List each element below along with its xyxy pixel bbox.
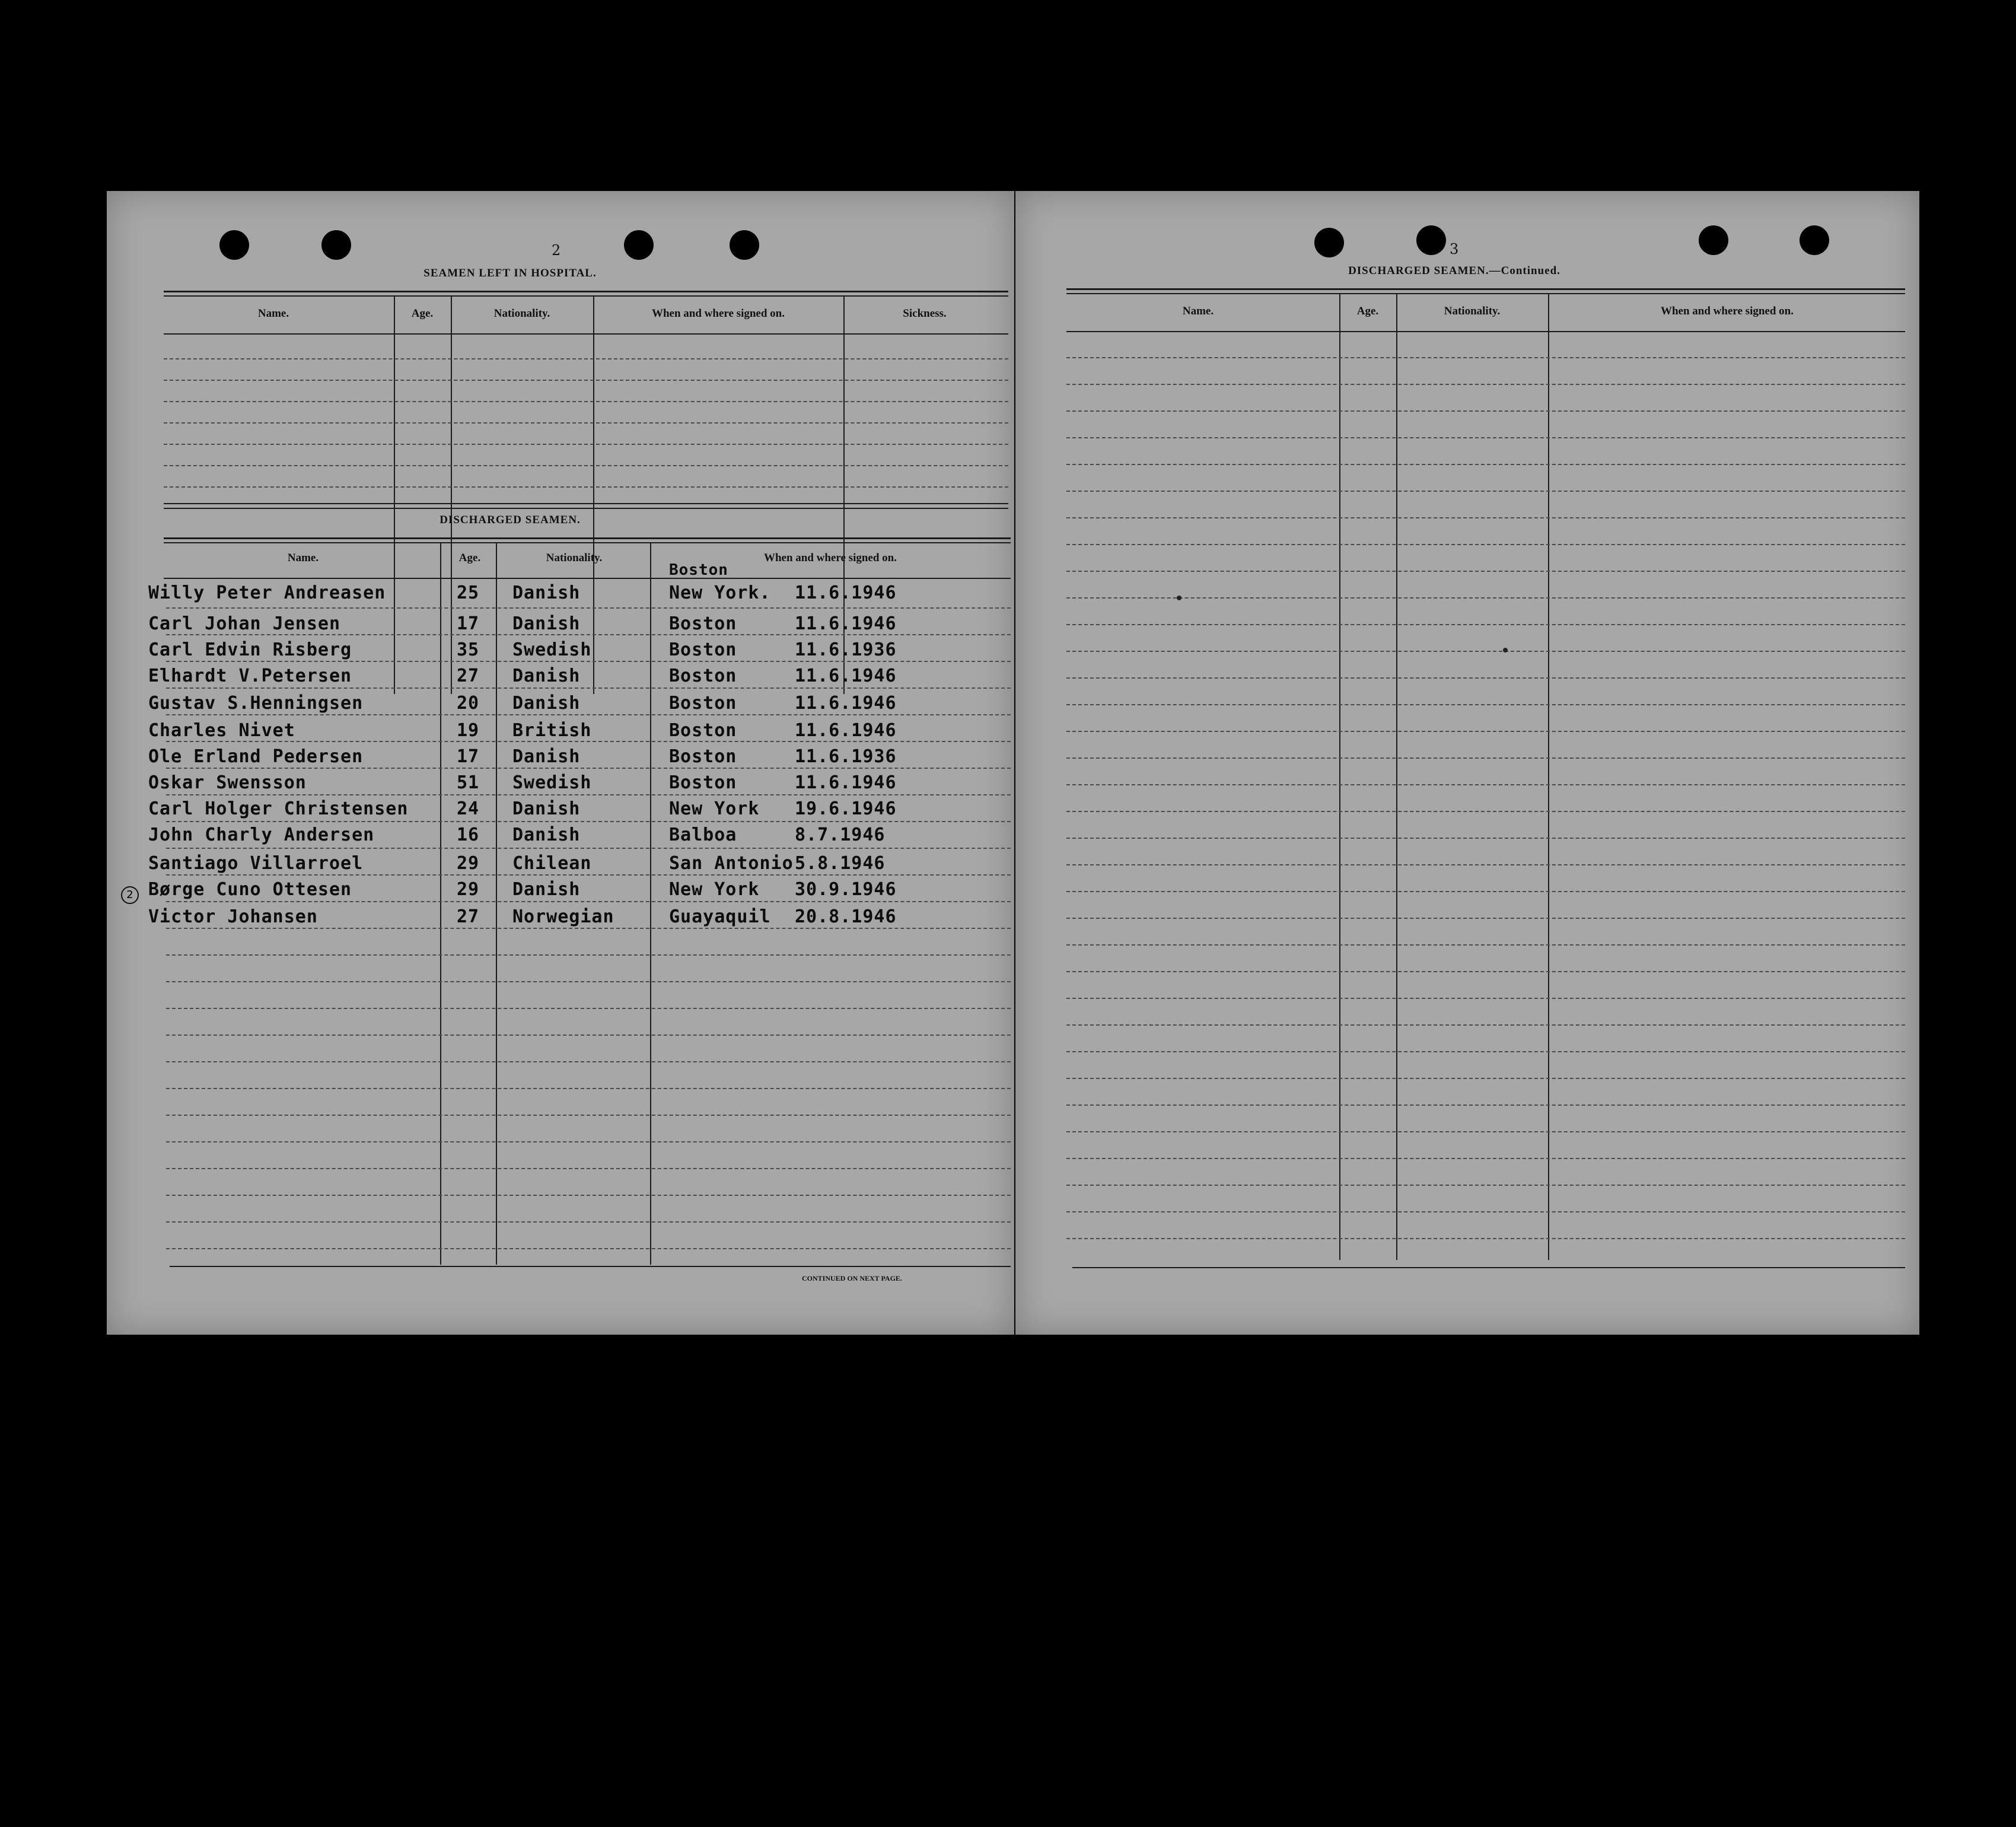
seaman-name: John Charly Andersen: [148, 825, 375, 845]
table-row-line: [1066, 1238, 1905, 1239]
table-row-line: [1066, 998, 1905, 999]
right-header-rule: [1066, 331, 1905, 332]
table-row-line: [1066, 838, 1905, 839]
hospital-row-line: [164, 465, 1008, 466]
seaman-age: 24: [457, 798, 480, 819]
hospital-row-line: [164, 358, 1008, 359]
table-row-line: [166, 741, 1011, 742]
seaman-nationality: British: [512, 720, 592, 741]
signed-on-place: Balboa: [669, 825, 737, 845]
signed-on-date: 5.8.1946: [795, 853, 886, 874]
stray-mark: [1177, 596, 1181, 600]
hospital-table-bottom-rule: [164, 508, 1008, 509]
table-row-line: [1066, 1024, 1905, 1026]
signed-on-place: New York: [669, 879, 760, 900]
table-row-line: [166, 661, 1011, 662]
seaman-name: Willy Peter Andreasen: [148, 583, 386, 603]
table-row-line: [166, 1168, 1011, 1169]
table-row-line: [1066, 704, 1905, 705]
table-row-line: [1066, 971, 1905, 972]
right-col-name: Name.: [1182, 305, 1214, 317]
continued-note: CONTINUED ON NEXT PAGE.: [802, 1274, 902, 1282]
table-row-line: [1066, 918, 1905, 919]
discharged-header-rule: [164, 578, 1011, 579]
table-row-line: [1066, 677, 1905, 679]
table-row-line: [166, 1141, 1011, 1142]
signed-on-place: Boston: [669, 613, 737, 634]
seaman-age: 51: [457, 772, 480, 793]
table-row-line: [1066, 891, 1905, 892]
table-row-line: [1066, 357, 1905, 358]
seaman-nationality: Danish: [512, 666, 581, 686]
hospital-col-age: Age.: [411, 307, 434, 320]
punch-hole: [1314, 228, 1344, 257]
punch-hole: [624, 230, 654, 260]
table-row-line: [1066, 811, 1905, 812]
table-row-line: [1066, 757, 1905, 759]
hospital-table-top-rule: [164, 291, 1008, 292]
table-row-line: [1066, 597, 1905, 599]
signed-on-date: 11.6.1936: [795, 639, 897, 660]
table-row-line: [1066, 651, 1905, 652]
hospital-table-top-rule-inner: [164, 295, 1008, 297]
table-row-line: [1066, 731, 1905, 732]
right-col-signed-on: When and where signed on.: [1660, 305, 1794, 317]
table-row-line: [1066, 464, 1905, 465]
table-row-line: [166, 1035, 1011, 1036]
seaman-age: 25: [457, 583, 480, 603]
signed-on-date: 11.6.1946: [795, 772, 897, 793]
hospital-table-bottom-rule: [164, 503, 1008, 504]
signed-on-date: 20.8.1946: [795, 906, 897, 927]
seaman-name: Gustav S.Henningsen: [148, 693, 364, 714]
discharged-col-age: Age.: [458, 552, 481, 564]
table-row-line: [1066, 1211, 1905, 1212]
right-page: [1015, 191, 1919, 1335]
seaman-name: Elhardt V.Petersen: [148, 666, 352, 686]
seaman-name: Carl Johan Jensen: [148, 613, 341, 634]
hospital-row-line: [164, 401, 1008, 402]
seaman-age: 27: [457, 666, 480, 686]
table-row-line: [166, 1248, 1011, 1249]
table-row-line: [1066, 784, 1905, 785]
hospital-col-sickness: Sickness.: [903, 307, 947, 320]
table-row-line: [1066, 517, 1905, 518]
seaman-age: 29: [457, 879, 480, 900]
seaman-nationality: Danish: [512, 693, 581, 714]
table-row-line: [1066, 1105, 1905, 1106]
seaman-nationality: Danish: [512, 613, 581, 634]
signed-on-place: Guayaquil: [669, 906, 771, 927]
right-col-nationality: Nationality.: [1444, 305, 1501, 317]
signed-on-place: Boston: [669, 720, 737, 741]
punch-hole: [321, 230, 351, 260]
signed-on-place: Boston: [669, 746, 737, 767]
discharged-table-bottom-rule: [170, 1266, 1011, 1267]
signed-on-place: New York.: [669, 583, 771, 603]
seaman-nationality: Swedish: [512, 639, 592, 660]
right-table-bottom-rule: [1072, 1267, 1905, 1268]
signed-on-date: 11.6.1946: [795, 693, 897, 714]
seaman-age: 16: [457, 825, 480, 845]
discharged-col-divider: [496, 542, 497, 1265]
table-row-line: [1066, 491, 1905, 492]
seaman-name: Børge Cuno Ottesen: [148, 879, 352, 900]
hospital-row-line: [164, 380, 1008, 381]
discharged-col-name: Name.: [287, 552, 319, 564]
punch-hole: [1699, 225, 1728, 255]
seaman-nationality: Danish: [512, 879, 581, 900]
right-table-top-rule: [1066, 288, 1905, 290]
seaman-name: Ole Erland Pedersen: [148, 746, 364, 767]
table-row-line: [1066, 1158, 1905, 1159]
discharged-table-top-rule-inner: [164, 542, 1011, 543]
right-col-age: Age.: [1356, 305, 1379, 317]
seaman-age: 27: [457, 906, 480, 927]
seaman-age: 29: [457, 853, 480, 874]
table-row-line: [1066, 944, 1905, 946]
seaman-nationality: Danish: [512, 798, 581, 819]
right-table-top-rule-inner: [1066, 293, 1905, 294]
margin-mark-number: 2: [126, 889, 133, 901]
right-section-title: DISCHARGED SEAMEN.—Continued.: [1348, 265, 1560, 277]
table-row-line: [166, 607, 1011, 609]
page-number: 3: [1450, 241, 1459, 257]
hospital-col-nationality: Nationality.: [493, 307, 550, 320]
punch-hole: [1416, 225, 1446, 255]
hospital-header-rule: [164, 333, 1008, 335]
signed-on-date: 8.7.1946: [795, 825, 886, 845]
seaman-age: 17: [457, 746, 480, 767]
table-row-line: [1066, 384, 1905, 385]
signed-on-place: Boston: [669, 639, 737, 660]
seaman-age: 20: [457, 693, 480, 714]
signed-on-place: Boston: [669, 666, 737, 686]
table-row-line: [1066, 1185, 1905, 1186]
signed-on-date: 19.6.1946: [795, 798, 897, 819]
seaman-name: Oskar Swensson: [148, 772, 307, 793]
hospital-row-line: [164, 444, 1008, 445]
table-row-line: [166, 821, 1011, 822]
left-page: [107, 191, 1014, 1335]
table-row-line: [166, 874, 1011, 876]
table-row-line: [1066, 571, 1905, 572]
seaman-name: Victor Johansen: [148, 906, 318, 927]
table-row-line: [1066, 1131, 1905, 1132]
discharged-col-nationality: Nationality.: [546, 552, 603, 564]
place-correction-note: Boston: [669, 561, 728, 579]
seaman-age: 17: [457, 613, 480, 634]
discharged-col-divider: [650, 542, 651, 1265]
table-row-line: [166, 1061, 1011, 1062]
seaman-name: Carl Holger Christensen: [148, 798, 409, 819]
discharged-col-divider: [440, 542, 441, 1265]
signed-on-date: 30.9.1946: [795, 879, 897, 900]
table-row-line: [166, 714, 1011, 715]
table-row-line: [1066, 1078, 1905, 1079]
table-row-line: [166, 1115, 1011, 1116]
seaman-name: Santiago Villarroel: [148, 853, 364, 874]
signed-on-place: San Antonio: [669, 853, 794, 874]
table-row-line: [1066, 410, 1905, 412]
punch-hole: [219, 230, 249, 260]
table-row-line: [166, 1221, 1011, 1223]
discharged-table-top-rule: [164, 537, 1011, 539]
seaman-nationality: Chilean: [512, 853, 592, 874]
signed-on-date: 11.6.1936: [795, 746, 897, 767]
table-row-line: [1066, 437, 1905, 438]
table-row-line: [166, 687, 1011, 689]
hospital-row-line: [164, 422, 1008, 424]
seaman-name: Carl Edvin Risberg: [148, 639, 352, 660]
seaman-nationality: Danish: [512, 825, 581, 845]
table-row-line: [166, 954, 1011, 956]
table-row-line: [166, 928, 1011, 929]
table-row-line: [166, 981, 1011, 982]
hospital-col-name: Name.: [257, 307, 289, 320]
seaman-name: Charles Nivet: [148, 720, 295, 741]
signed-on-place: Boston: [669, 693, 737, 714]
table-row-line: [1066, 544, 1905, 545]
hospital-col-signed-on: When and where signed on.: [651, 307, 785, 320]
table-row-line: [166, 794, 1011, 795]
seaman-age: 19: [457, 720, 480, 741]
table-row-line: [1066, 864, 1905, 865]
table-row-line: [166, 1195, 1011, 1196]
seaman-nationality: Danish: [512, 746, 581, 767]
signed-on-date: 11.6.1946: [795, 666, 897, 686]
signed-on-place: Boston: [669, 772, 737, 793]
seaman-nationality: Danish: [512, 583, 581, 603]
table-row-line: [1066, 1051, 1905, 1052]
table-row-line: [166, 634, 1011, 635]
discharged-section-title: DISCHARGED SEAMEN.: [439, 514, 581, 526]
table-row-line: [166, 1088, 1011, 1089]
hospital-section-title: SEAMEN LEFT IN HOSPITAL.: [423, 267, 597, 279]
stray-mark: [1503, 648, 1508, 652]
discharged-col-signed-on: When and where signed on.: [763, 552, 897, 564]
table-row-line: [1066, 624, 1905, 625]
table-row-line: [166, 1008, 1011, 1009]
seaman-nationality: Norwegian: [512, 906, 614, 927]
seaman-age: 35: [457, 639, 480, 660]
table-row-line: [166, 768, 1011, 769]
hospital-row-line: [164, 486, 1008, 488]
page-number: 2: [552, 242, 561, 259]
margin-circle-mark: [121, 886, 139, 904]
punch-hole: [730, 230, 759, 260]
signed-on-date: 11.6.1946: [795, 583, 897, 603]
punch-hole: [1800, 225, 1829, 255]
table-row-line: [166, 901, 1011, 902]
signed-on-date: 11.6.1946: [795, 720, 897, 741]
signed-on-date: 11.6.1946: [795, 613, 897, 634]
table-row-line: [166, 848, 1011, 849]
seaman-nationality: Swedish: [512, 772, 592, 793]
signed-on-place: New York: [669, 798, 760, 819]
